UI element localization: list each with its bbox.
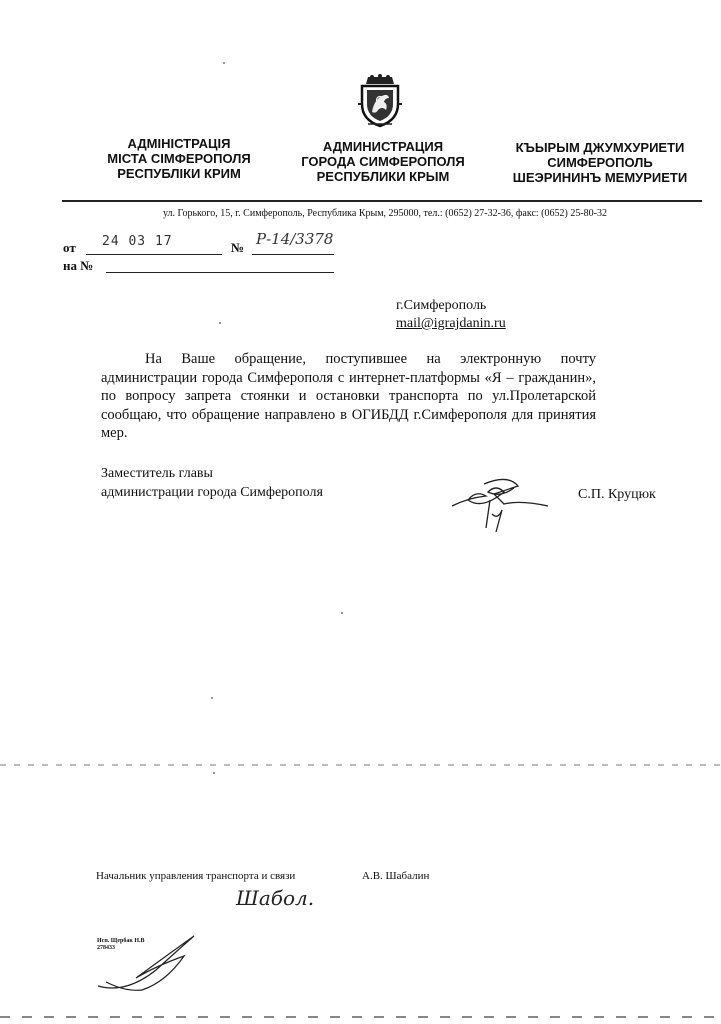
header-ru-line: РЕСПУБЛИКИ КРЫМ: [316, 169, 450, 184]
header-ru-line: ГОРОДА СИМФЕРОПОЛЯ: [301, 154, 465, 169]
approver-handwriting: Шабол.: [236, 886, 315, 910]
executor-signature-icon: [96, 926, 206, 996]
ref-label: на №: [63, 258, 94, 273]
signature-scribble-icon: [448, 470, 558, 542]
number-label: №: [231, 240, 245, 255]
scan-speck: [211, 697, 213, 699]
header-crh-line: СИМФЕРОПОЛЬ: [547, 155, 653, 170]
scan-speck: [223, 62, 225, 64]
scan-speck: [213, 772, 215, 774]
header-ua-line: РЕСПУБЛІКИ КРИМ: [117, 166, 241, 181]
recipient-email[interactable]: mail@igrajdanin.ru: [396, 316, 506, 331]
scan-speck: [341, 612, 343, 614]
signer-position-line1: Заместитель главы: [101, 466, 213, 481]
header-ua-line: АДМІНІСТРАЦІЯ: [127, 136, 231, 151]
header-crh-line: КЪЫРЫМ ДЖУМХУРИЕТИ: [515, 140, 685, 155]
number-value: Р-14/3378: [256, 230, 334, 248]
body-paragraph: На Ваше обращение, поступившее на электронную почту администрации города Симферополя с интернет-платформы «Я – гражданин», по вопросу запрета стоянки и остановки транспорта по ул.Пролетарской сообщаю, что обращение направлено в ОГИБДД г.Симферополя для принятия мер.: [101, 351, 596, 441]
header-ru-line: АДМИНИСТРАЦИЯ: [322, 139, 444, 154]
header-ua: [88, 136, 270, 181]
address-line: ул. Горького, 15, г. Симферополь, Республика Крым, 295000, тел.: (0652) 27-32-36, факс: (0652) 25-80-32: [162, 208, 607, 219]
signer-position-line2: администрации города Симферополя: [101, 485, 323, 500]
approver-name: А.В. Шабалин: [362, 870, 430, 882]
coat-of-arms-icon: [358, 74, 402, 128]
scan-edge: [0, 764, 721, 766]
recipient-city: г.Симферополь: [396, 298, 487, 313]
ref-field: [106, 258, 334, 273]
header-ru: [284, 139, 482, 184]
header-crh: [494, 140, 706, 185]
signer-name: С.П. Круцюк: [578, 487, 656, 502]
date-label: от: [63, 240, 76, 255]
executor-phone: 278433: [97, 945, 115, 951]
scan-speck: [219, 322, 221, 324]
header-divider: [62, 200, 702, 202]
date-value: 24 03 17: [102, 234, 173, 249]
executor-name: Исп. Щербак Н.В: [97, 938, 145, 944]
approver-position: Начальник управления транспорта и связи: [96, 870, 296, 882]
header-ua-line: МІСТА СІМФЕРОПОЛЯ: [107, 151, 251, 166]
scan-edge: [0, 1016, 721, 1018]
header-crh-line: ШЕЭРИНИНЪ МЕМУРИЕТИ: [512, 170, 688, 185]
